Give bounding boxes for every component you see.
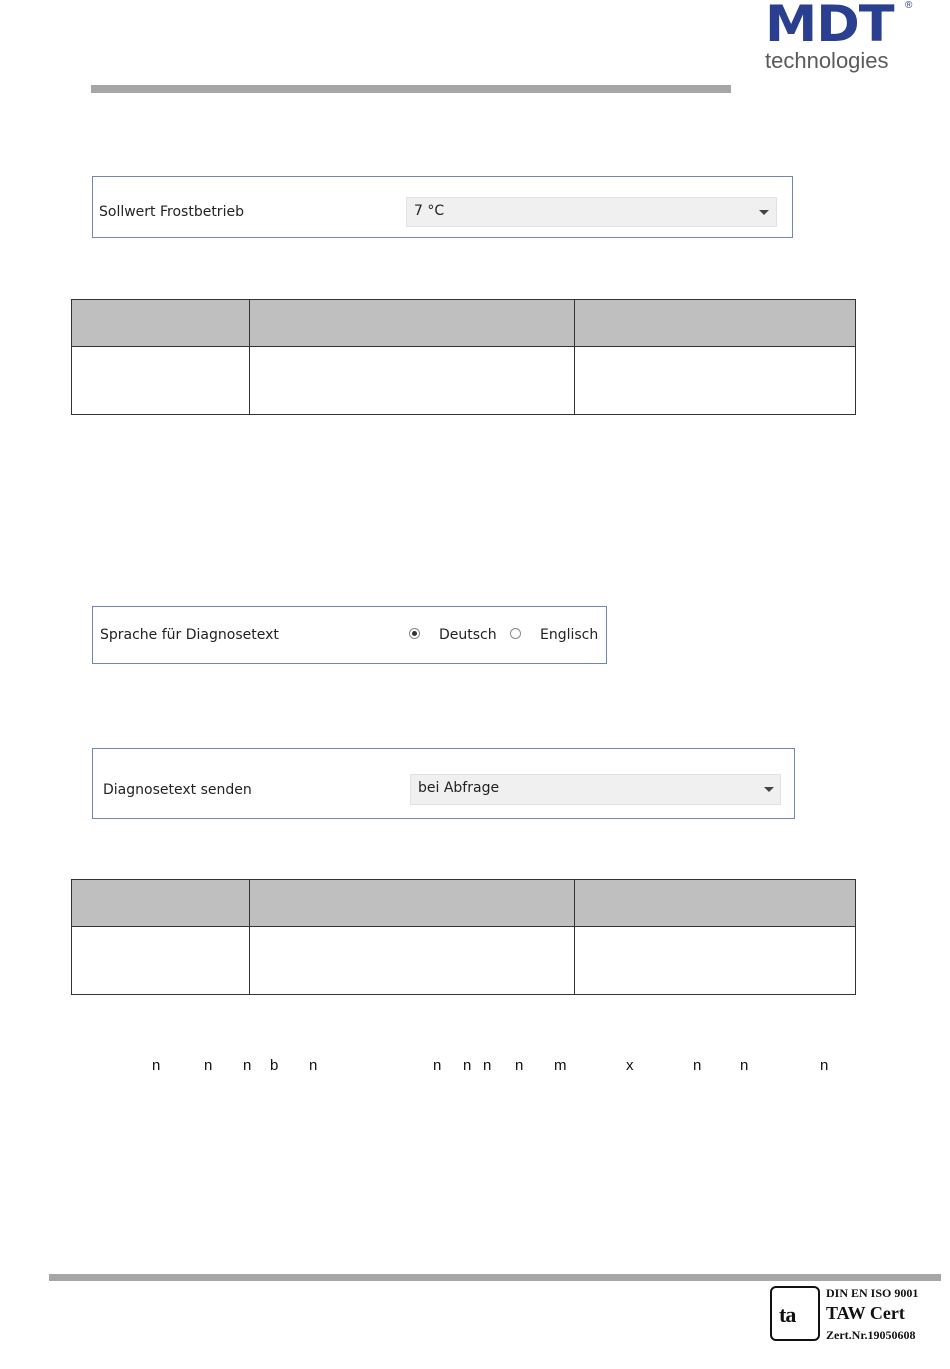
mdt-logo: MDT: [765, 0, 894, 53]
frost-setpoint-panel: [92, 176, 793, 238]
stray-glyph: n: [463, 1057, 472, 1074]
registered-mark: ®: [905, 0, 913, 11]
footer-rule: [49, 1274, 941, 1281]
diagnose-send-panel: [92, 748, 795, 819]
language-label: Sprache für Diagnosetext: [100, 627, 279, 643]
cert-logo: [770, 1286, 820, 1341]
cert-mark: ta: [779, 1302, 796, 1327]
table-header-cell: [575, 300, 856, 347]
table-cell: [72, 927, 250, 995]
logo-subtitle: technologies: [765, 48, 889, 73]
frost-setpoint-dropdown[interactable]: [406, 197, 777, 227]
stray-glyph: x: [626, 1057, 634, 1074]
table-cell: [72, 347, 250, 415]
radio-deutsch-label[interactable]: Deutsch: [439, 627, 497, 643]
language-panel: [92, 606, 607, 664]
table-header-cell: [250, 300, 575, 347]
stray-glyph: n: [740, 1057, 749, 1074]
table-cell: [575, 927, 856, 995]
stray-glyph: n: [515, 1057, 524, 1074]
diagnose-send-dropdown[interactable]: [410, 774, 781, 805]
stray-glyph: b: [270, 1057, 279, 1074]
stray-glyph: n: [433, 1057, 442, 1074]
stray-glyph: m: [554, 1057, 567, 1074]
table-cell: [250, 927, 575, 995]
stray-glyph: n: [693, 1057, 702, 1074]
table-header-row: [72, 300, 856, 347]
frost-setpoint-label: Sollwert Frostbetrieb: [99, 204, 244, 220]
radio-deutsch[interactable]: [409, 628, 420, 639]
parameter-table-1: [71, 299, 856, 415]
table-header-cell: [250, 880, 575, 927]
stray-glyph: n: [820, 1057, 829, 1074]
table-cell: [575, 347, 856, 415]
stray-glyph: n: [204, 1057, 213, 1074]
frost-setpoint-value: 7 °C: [414, 203, 445, 219]
stray-glyph: n: [152, 1057, 161, 1074]
stray-glyph: n: [243, 1057, 252, 1074]
cert-line-2: TAW Cert: [826, 1303, 905, 1323]
diagnose-send-value: bei Abfrage: [418, 780, 500, 796]
stray-glyph: n: [309, 1057, 318, 1074]
table-header-cell: [72, 300, 250, 347]
cert-line-3: Zert.Nr.19050608: [826, 1328, 916, 1342]
chevron-down-icon: [764, 787, 774, 792]
stray-glyph: n: [483, 1057, 492, 1074]
table-header-cell: [72, 880, 250, 927]
table-row: [72, 927, 856, 995]
radio-englisch-label[interactable]: Englisch: [540, 627, 599, 643]
header-rule: [91, 85, 731, 93]
table-row: [72, 347, 856, 415]
cert-line-1: DIN EN ISO 9001: [826, 1286, 919, 1300]
table-header-row: [72, 880, 856, 927]
table-header-cell: [575, 880, 856, 927]
diagnose-send-label: Diagnosetext senden: [103, 782, 252, 798]
parameter-table-2: [71, 879, 856, 995]
chevron-down-icon: [759, 210, 769, 215]
radio-englisch[interactable]: [510, 628, 521, 639]
table-cell: [250, 347, 575, 415]
